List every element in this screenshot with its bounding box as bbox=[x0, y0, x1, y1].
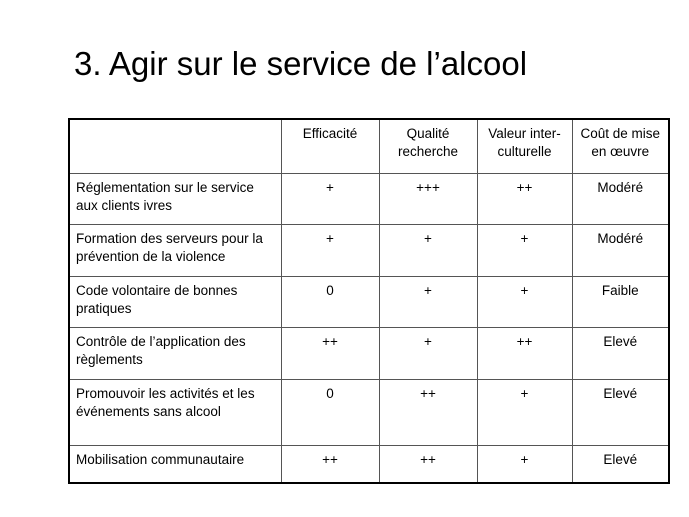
table-row bbox=[69, 276, 669, 327]
cell-valeur: ++ bbox=[477, 327, 572, 379]
row-label: Code volontaire de bonnes pratiques bbox=[69, 276, 281, 327]
row-label: Réglementation sur le service aux clients ivres bbox=[69, 173, 281, 224]
cell-efficacite: 0 bbox=[281, 379, 379, 445]
cell-efficacite: ++ bbox=[281, 327, 379, 379]
cell-valeur: + bbox=[477, 276, 572, 327]
header-cout-mise-en-oeuvre: Coût de mise en œuvre bbox=[572, 119, 669, 173]
table-row bbox=[69, 379, 669, 445]
header-empty-cell bbox=[69, 119, 281, 173]
cell-efficacite: ++ bbox=[281, 445, 379, 483]
table-row bbox=[69, 445, 669, 483]
row-label: Mobilisation communautaire bbox=[69, 445, 281, 483]
cell-qualite: + bbox=[379, 224, 477, 276]
row-label: Contrôle de l’application des règlements bbox=[69, 327, 281, 379]
cell-valeur: + bbox=[477, 379, 572, 445]
cell-cout: Elevé bbox=[572, 327, 669, 379]
header-efficacite: Efficacité bbox=[281, 119, 379, 173]
cell-qualite: ++ bbox=[379, 379, 477, 445]
table-row bbox=[69, 173, 669, 224]
table-row bbox=[69, 224, 669, 276]
row-label: Promouvoir les activités et les événements sans alcool bbox=[69, 379, 281, 445]
cell-efficacite: 0 bbox=[281, 276, 379, 327]
cell-efficacite: + bbox=[281, 224, 379, 276]
slide-title: 3. Agir sur le service de l’alcool bbox=[74, 45, 528, 82]
header-row bbox=[69, 119, 669, 173]
header-qualite-recherche: Qualité recherche bbox=[379, 119, 477, 173]
cell-cout: Elevé bbox=[572, 445, 669, 483]
row-label: Formation des serveurs pour la prévention de la violence bbox=[69, 224, 281, 276]
cell-qualite: ++ bbox=[379, 445, 477, 483]
cell-valeur: ++ bbox=[477, 173, 572, 224]
cell-valeur: + bbox=[477, 445, 572, 483]
header-valeur-interculturelle: Valeur inter-culturelle bbox=[477, 119, 572, 173]
cell-cout: Elevé bbox=[572, 379, 669, 445]
table-row bbox=[69, 327, 669, 379]
cell-cout: Modéré bbox=[572, 173, 669, 224]
cell-efficacite: + bbox=[281, 173, 379, 224]
cell-qualite: + bbox=[379, 327, 477, 379]
cell-qualite: +++ bbox=[379, 173, 477, 224]
cell-cout: Modéré bbox=[572, 224, 669, 276]
cell-valeur: + bbox=[477, 224, 572, 276]
cell-cout: Faible bbox=[572, 276, 669, 327]
comparison-table bbox=[68, 118, 670, 484]
cell-qualite: + bbox=[379, 276, 477, 327]
